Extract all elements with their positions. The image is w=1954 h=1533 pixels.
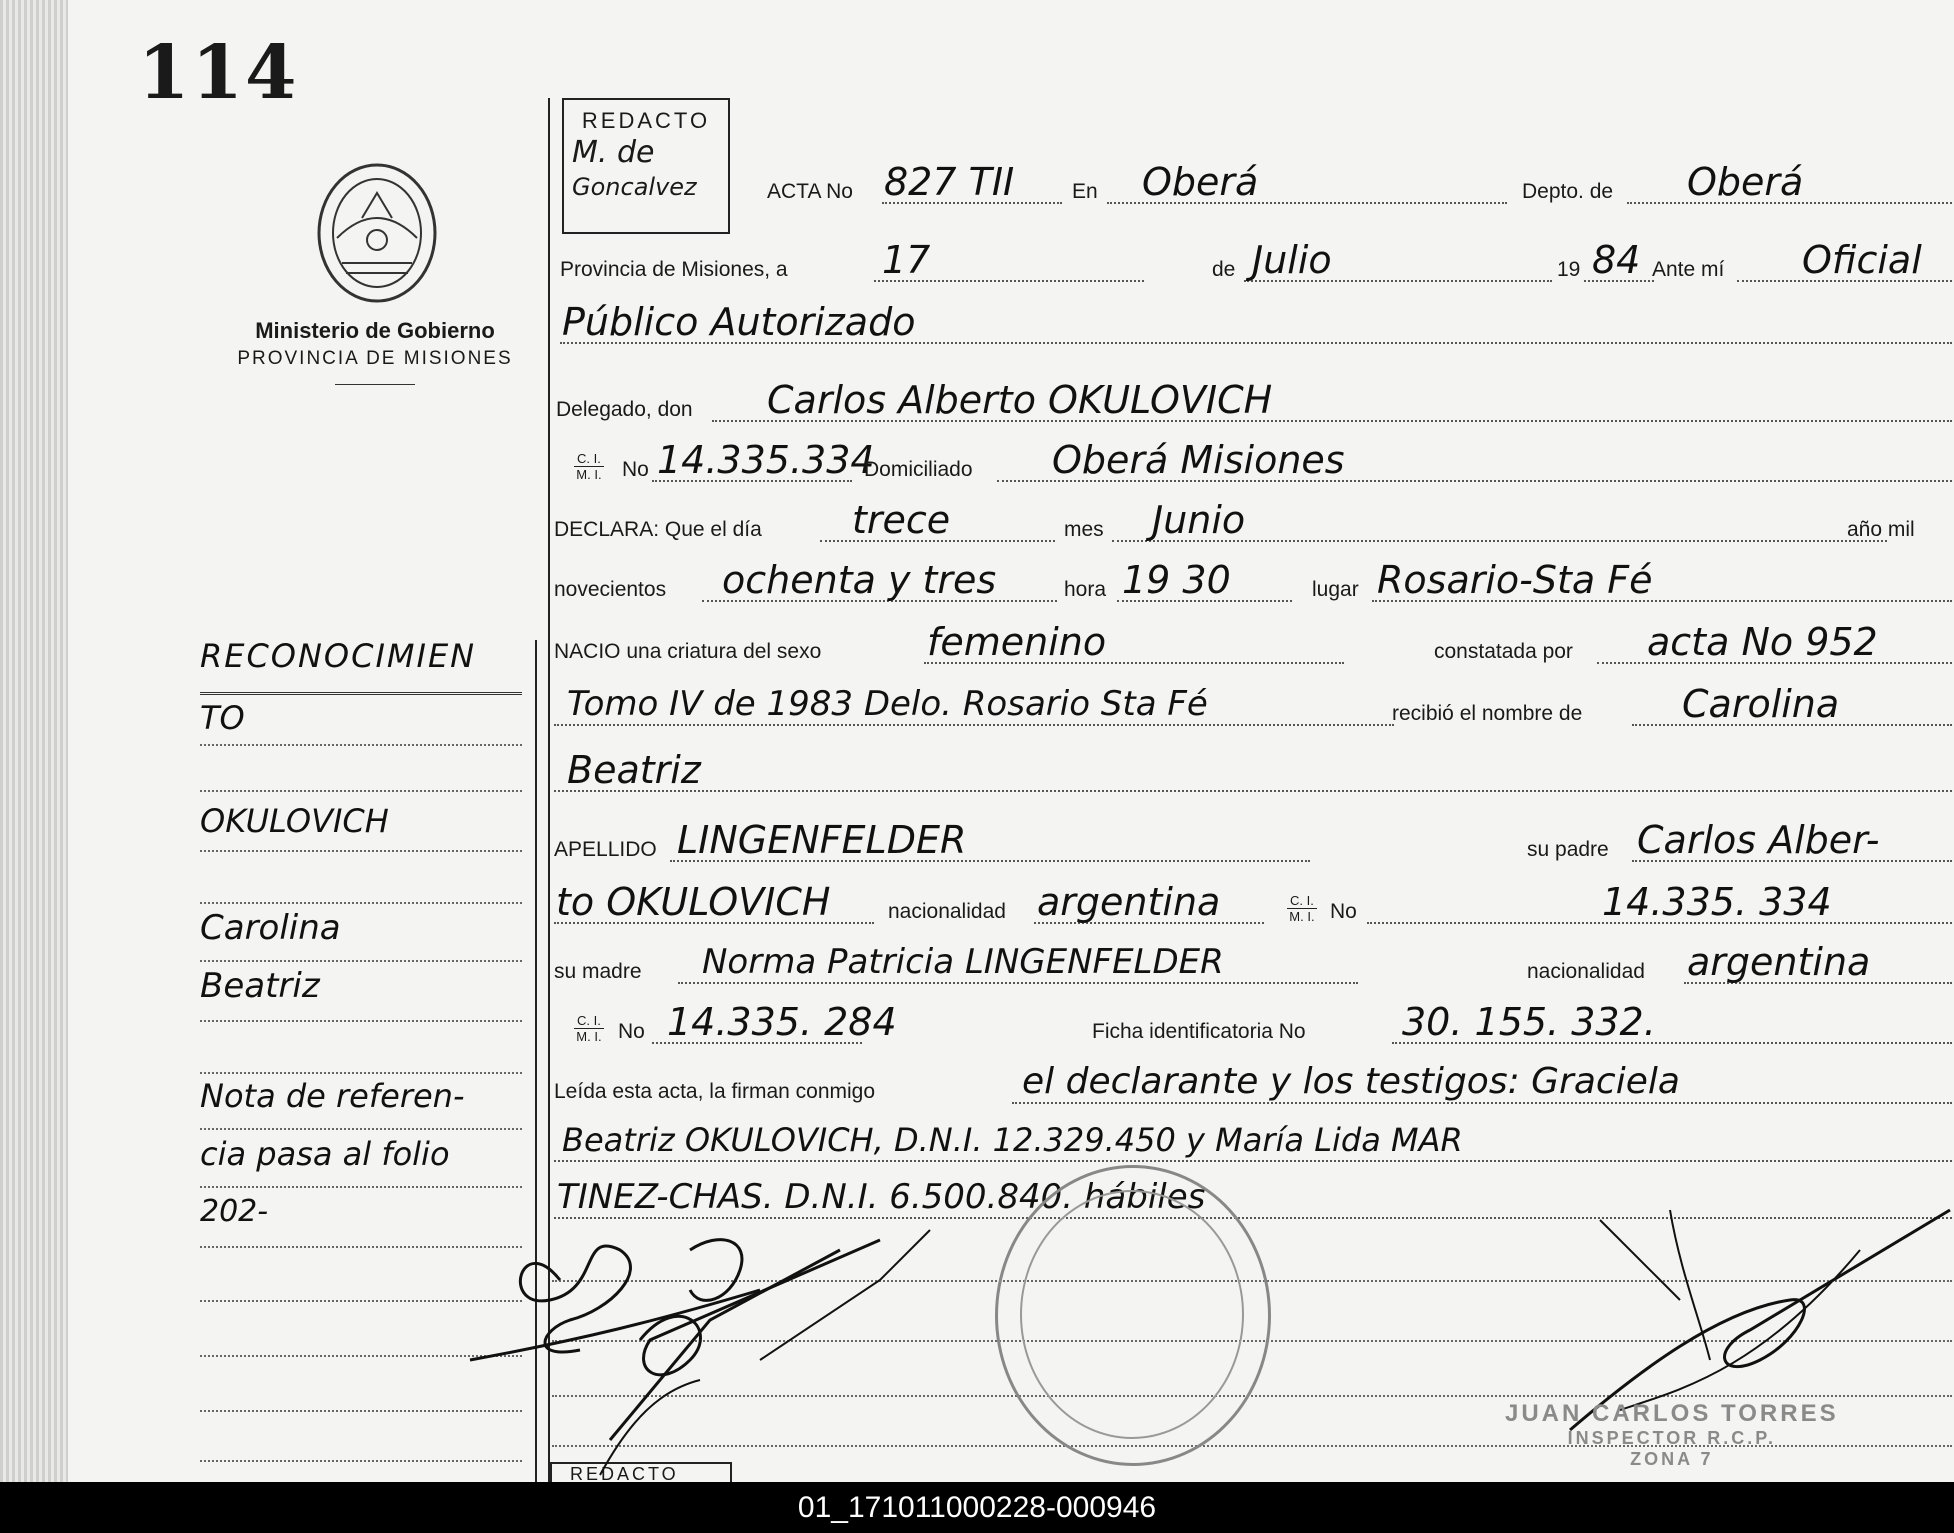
label-delegado: Delegado, don <box>556 398 693 421</box>
label-no: No <box>1330 900 1357 923</box>
label-ante: Ante mí <box>1652 258 1725 281</box>
margin-rule <box>200 692 522 695</box>
margin-rule <box>200 1186 522 1188</box>
row-tomo <box>552 672 1952 732</box>
margin-rule <box>200 850 522 852</box>
row-ci-delegado <box>552 428 1952 488</box>
label-lugar: lugar <box>1312 578 1359 601</box>
margin-block <box>200 699 520 746</box>
padre2: to OKULOVICH <box>556 880 831 924</box>
ci-mi-label: $\frac{C. I.}{M. I.}$ <box>574 451 604 482</box>
margin-block <box>200 1135 520 1182</box>
row-novecientos <box>552 548 1952 608</box>
label-su-madre: su madre <box>554 960 642 983</box>
header-rule <box>335 384 415 385</box>
margin-line5: Beatriz <box>200 966 320 1006</box>
madre: Norma Patricia LINGENFELDER <box>702 942 1224 982</box>
birth-place: Rosario-Sta Fé <box>1377 558 1653 602</box>
delegado-name: Carlos Alberto OKULOVICH <box>767 378 1273 422</box>
row-fecha <box>552 228 1952 288</box>
book-binding <box>0 0 68 1482</box>
redacto-name-line1: M. de <box>572 135 655 170</box>
ci-padre: 14.335. 334 <box>1602 880 1832 924</box>
ministry-name: Ministerio de Gobierno <box>255 318 495 343</box>
label-depto: Depto. de <box>1522 180 1614 203</box>
en-place: Oberá <box>1142 160 1259 204</box>
label-en: En <box>1072 180 1098 203</box>
label-acta-no: ACTA No <box>767 180 853 203</box>
redacto-name-line2: Goncalvez <box>572 173 697 201</box>
label-constatada: constatada por <box>1434 640 1573 663</box>
nacionalidad-madre: argentina <box>1687 940 1871 984</box>
row-firman2 <box>552 1108 1952 1168</box>
margin-rule <box>200 1072 522 1074</box>
apellido: LINGENFELDER <box>677 818 967 862</box>
ficha: 30. 155. 332. <box>1402 1000 1656 1044</box>
dotline <box>554 790 1952 792</box>
row-delegado <box>552 368 1952 428</box>
sexo: femenino <box>927 620 1107 664</box>
label-mes: mes <box>1064 518 1104 541</box>
province-name: PROVINCIA DE MISIONES <box>237 348 513 369</box>
label-recibio: recibió el nombre de <box>1392 702 1583 725</box>
margin-line2: TO <box>200 699 245 737</box>
tomo: Tomo IV de 1983 Delo. Rosario Sta Fé <box>567 684 1208 724</box>
firman1: el declarante y los testigos: Graciela <box>1022 1061 1680 1102</box>
ci-mi-label: $\frac{C. I.}{M. I.}$ <box>574 1013 604 1044</box>
nacionalidad-padre: argentina <box>1037 880 1221 924</box>
margin-rule <box>200 1128 522 1130</box>
margin-rule <box>200 744 522 746</box>
folio-number: 114 <box>138 30 299 116</box>
margin-line3: OKULOVICH <box>200 802 389 840</box>
row-ci-madre <box>552 990 1952 1050</box>
row-declara <box>552 488 1952 548</box>
label-domiciliado: Domiciliado <box>864 458 973 481</box>
province-seal-icon <box>312 158 442 308</box>
oficial: Oficial <box>1802 238 1922 282</box>
margin-rule <box>200 1020 522 1022</box>
margin-rule <box>200 960 522 962</box>
acta-number: 827 TII <box>884 160 1015 204</box>
firman2: Beatriz OKULOVICH, D.N.I. 12.329.450 y María Lida MAR <box>562 1121 1463 1159</box>
row-oficial <box>552 290 1952 350</box>
ci-madre: 14.335. 284 <box>667 1000 897 1044</box>
image-id-footer: 01_171011000228-000946 <box>0 1482 1954 1533</box>
constatada-value: acta No 952 <box>1647 620 1878 664</box>
redacto-box-next: REDACTO <box>550 1462 732 1482</box>
label-leida: Leída esta acta, la firman conmigo <box>554 1080 876 1103</box>
row-madre <box>552 930 1952 990</box>
oficial-line: Público Autorizado <box>562 300 916 344</box>
label-declara: DECLARA: Que el día <box>554 518 762 541</box>
birth-day: trece <box>852 498 951 542</box>
label-ficha: Ficha identificatoria No <box>1092 1020 1306 1043</box>
margin-rule <box>200 902 522 904</box>
birth-hour: 19 30 <box>1122 558 1231 602</box>
margin-line8: 202- <box>200 1194 269 1229</box>
redacto-label: REDACTO <box>581 108 711 133</box>
row-padre <box>552 870 1952 930</box>
birth-year: ochenta y tres <box>722 558 997 602</box>
inspector-stamp <box>1505 1400 1839 1470</box>
margin-block <box>200 966 520 1014</box>
margin-line4: Carolina <box>200 908 341 948</box>
row-apellido <box>552 808 1952 868</box>
year: 84 <box>1592 238 1641 282</box>
margin-title <box>200 637 520 684</box>
row-nacio <box>552 610 1952 670</box>
ci-mi-label: $\frac{C. I.}{M. I.}$ <box>1287 893 1317 924</box>
label-de: de <box>1212 258 1236 281</box>
birth-month: Junio <box>1152 498 1246 542</box>
label-no: No <box>618 1020 645 1043</box>
inspector-zone: ZONA 7 <box>1630 1449 1714 1469</box>
nombre: Carolina <box>1682 682 1840 726</box>
margin-line1: RECONOCIMIEN <box>200 637 477 675</box>
margin-line7: cia pasa al folio <box>200 1135 450 1173</box>
depto-place: Oberá <box>1687 160 1804 204</box>
label-anio-mil: año mil <box>1847 518 1915 541</box>
label-novecientos: novecientos <box>554 578 667 601</box>
margin-line6: Nota de referen- <box>200 1077 465 1115</box>
margin-block <box>200 1077 520 1124</box>
firman3: TINEZ-CHAS. D.N.I. 6.500.840. hábiles <box>557 1177 1206 1217</box>
margin-block <box>200 802 520 849</box>
row-acta <box>552 150 1952 210</box>
row-nombre2 <box>552 738 1952 798</box>
day: 17 <box>882 238 931 282</box>
ci-delegado: 14.335.334 <box>657 438 875 482</box>
label-nacio: NACIO una criatura del sexo <box>554 640 822 663</box>
ministry-header <box>205 318 545 385</box>
label-nacionalidad-padre: nacionalidad <box>888 900 1006 923</box>
label-provincia: Provincia de Misiones, a <box>560 258 788 281</box>
month: Julio <box>1252 238 1332 282</box>
padre: Carlos Alber- <box>1637 818 1880 862</box>
label-nacionalidad-madre: nacionalidad <box>1527 960 1645 983</box>
row-firman <box>552 1050 1952 1110</box>
label-apellido: APELLIDO <box>554 838 657 861</box>
signature-scribbles <box>460 1190 1080 1480</box>
label-19: 19 <box>1557 258 1581 281</box>
inspector-name: JUAN CARLOS TORRES <box>1505 1400 1839 1427</box>
label-su-padre: su padre <box>1527 838 1609 861</box>
label-hora: hora <box>1064 578 1107 601</box>
margin-rule <box>200 790 522 792</box>
margin-block <box>200 908 520 956</box>
inspector-title: INSPECTOR R.C.P. <box>1567 1428 1776 1448</box>
nombre2: Beatriz <box>567 748 701 792</box>
domicilio: Oberá Misiones <box>1052 438 1345 482</box>
label-no: No <box>622 458 649 481</box>
